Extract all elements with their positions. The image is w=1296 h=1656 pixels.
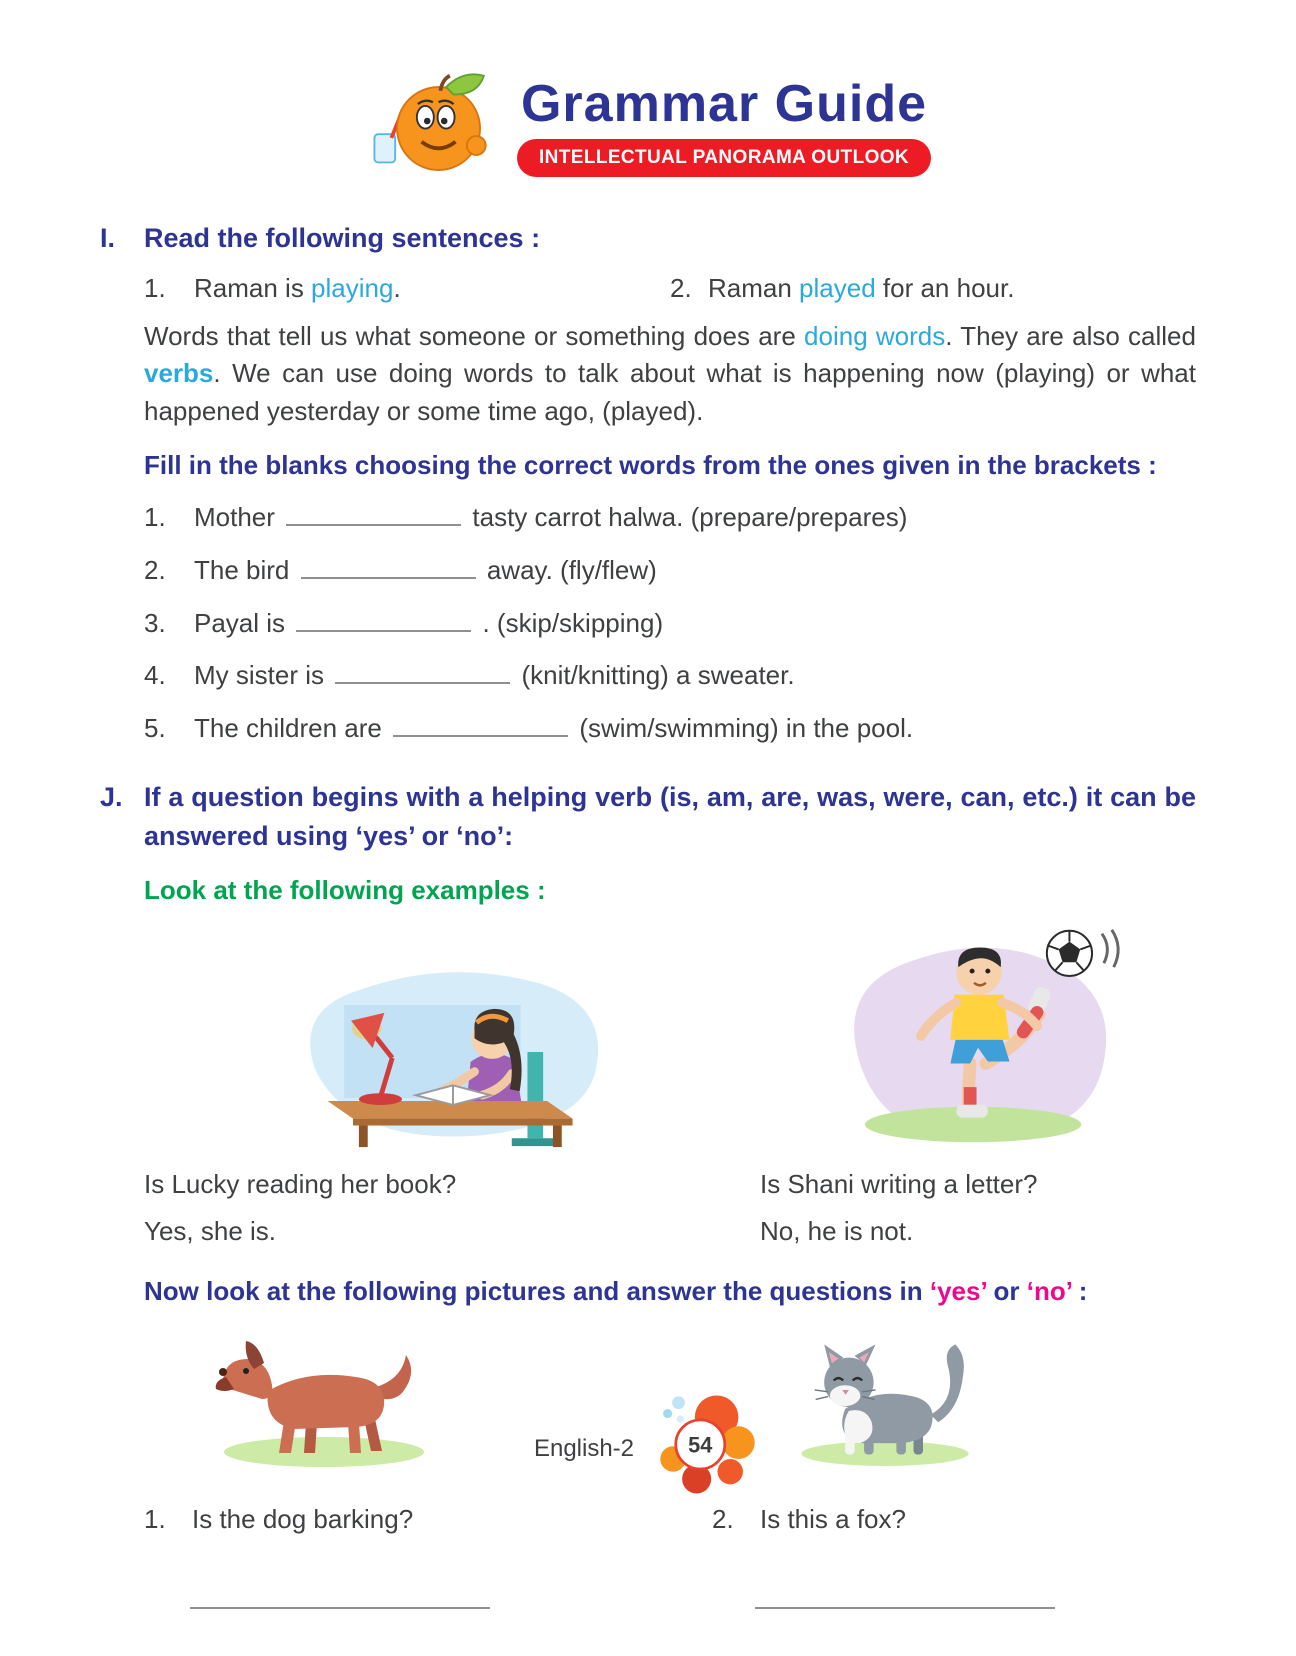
doing-words-highlight: doing words bbox=[804, 320, 946, 351]
verb-highlight: played bbox=[799, 272, 876, 303]
section-j-label: J. bbox=[100, 781, 123, 812]
fill-item bbox=[144, 710, 1196, 748]
item-pre: Mother bbox=[194, 502, 283, 533]
heading-part: Now look at the following pictures and answer the questions in bbox=[144, 1276, 930, 1307]
section-i-label: I. bbox=[100, 222, 116, 253]
verbs-highlight: verbs bbox=[144, 358, 214, 389]
no-highlight: ‘no’ bbox=[1026, 1276, 1072, 1307]
now-look-heading bbox=[144, 1273, 1196, 1311]
girl-reading-illustration bbox=[144, 956, 760, 1152]
example-sentence-1 bbox=[144, 270, 670, 308]
item-text bbox=[194, 605, 663, 643]
item-number: 3. bbox=[144, 607, 166, 638]
brand-title: Grammar Guide bbox=[520, 74, 928, 133]
answer-blank bbox=[393, 713, 568, 737]
fill-item bbox=[144, 499, 1196, 537]
section-i-heading-row bbox=[100, 219, 1196, 258]
footer-decoration-icon bbox=[644, 1391, 762, 1508]
answer-line bbox=[755, 1585, 1055, 1609]
item-number: 1. bbox=[144, 272, 166, 303]
fill-item bbox=[144, 552, 1196, 590]
item-pre: My sister is bbox=[194, 660, 332, 691]
example-answer-right: No, he is not. bbox=[760, 1216, 914, 1247]
answer-blank bbox=[301, 555, 476, 579]
item-text bbox=[194, 552, 657, 590]
section-j-heading-row bbox=[100, 778, 1196, 856]
fill-item bbox=[144, 657, 1196, 695]
sentence-text bbox=[708, 270, 1014, 308]
item-text bbox=[194, 499, 907, 537]
item-number: 1. bbox=[144, 502, 166, 533]
look-examples-heading: Look at the following examples : bbox=[144, 874, 546, 905]
item-post: . (skip/skipping) bbox=[475, 607, 664, 638]
fill-item bbox=[144, 605, 1196, 643]
example-question-left: Is Lucky reading her book? bbox=[144, 1168, 457, 1199]
section-i-title: Read the following sentences : bbox=[144, 222, 541, 253]
sentence-post: . bbox=[393, 272, 401, 303]
brand-mascot-icon bbox=[365, 64, 497, 189]
item-number: 5. bbox=[144, 713, 166, 744]
item-post: (knit/knitting) a sweater. bbox=[514, 660, 795, 691]
answer-blank bbox=[335, 660, 510, 684]
page-footer bbox=[0, 1391, 1296, 1508]
item-pre: The bird bbox=[194, 554, 297, 585]
page-number: 54 bbox=[688, 1432, 713, 1458]
heading-part: or bbox=[986, 1276, 1027, 1307]
boy-kicking-football-illustration bbox=[760, 916, 1196, 1152]
item-pre: Payal is bbox=[194, 607, 293, 638]
yes-highlight: ‘yes’ bbox=[929, 1276, 987, 1307]
explanation-paragraph bbox=[144, 318, 1196, 431]
item-post: away. (fly/flew) bbox=[479, 554, 657, 585]
item-post: (swim/swimming) in the pool. bbox=[572, 713, 914, 744]
brand-banner: INTELLECTUAL PANORAMA OUTLOOK bbox=[517, 139, 931, 177]
example-answers-row bbox=[144, 1213, 1196, 1251]
example-questions-row bbox=[144, 1166, 1196, 1204]
item-text bbox=[194, 657, 795, 695]
sentence-text bbox=[194, 270, 401, 308]
heading-part: : bbox=[1071, 1276, 1088, 1307]
example-question-right: Is Shani writing a letter? bbox=[760, 1168, 1038, 1199]
answer-lines-row bbox=[190, 1585, 1196, 1609]
answer-line bbox=[190, 1585, 490, 1609]
item-pre: The children are bbox=[194, 713, 390, 744]
fill-blanks-heading: Fill in the blanks choosing the correct words from the ones given in the brackets : bbox=[144, 449, 1157, 480]
example-answer-left: Yes, she is. bbox=[144, 1216, 277, 1247]
example-sentences-row bbox=[144, 270, 1196, 308]
item-number: 2. bbox=[144, 554, 166, 585]
item-post: tasty carrot halwa. (prepare/prepares) bbox=[465, 502, 908, 533]
example-pictures-row bbox=[144, 916, 1196, 1152]
item-text bbox=[194, 710, 913, 748]
verb-highlight: playing bbox=[311, 272, 394, 303]
question-text: Is the dog barking? bbox=[192, 1504, 414, 1535]
sentence-pre: Raman bbox=[708, 272, 800, 303]
item-number: 4. bbox=[144, 660, 166, 691]
answer-blank bbox=[296, 608, 471, 632]
section-j-title: If a question begins with a helping verb (is, am, are, was, were, can, etc.) it can be answered using ‘yes’ or ‘no’: bbox=[144, 781, 1196, 851]
para-part: . We can use doing words to talk about what is happening now (playing) or what happened yesterday or some time ago, (played). bbox=[144, 358, 1196, 426]
para-part: Words that tell us what someone or something does are bbox=[144, 320, 805, 351]
para-part: . They are also called bbox=[945, 320, 1196, 351]
answer-blank bbox=[286, 502, 461, 526]
sentence-pre: Raman is bbox=[194, 272, 312, 303]
item-number: 1. bbox=[144, 1504, 166, 1535]
example-sentence-2 bbox=[670, 270, 1014, 308]
page-header bbox=[100, 0, 1196, 189]
sentence-post: for an hour. bbox=[875, 272, 1015, 303]
item-number: 2. bbox=[670, 272, 692, 303]
footer-book-label: English-2 bbox=[533, 1435, 635, 1463]
item-number: 2. bbox=[712, 1504, 734, 1535]
question-text: Is this a fox? bbox=[760, 1504, 906, 1535]
